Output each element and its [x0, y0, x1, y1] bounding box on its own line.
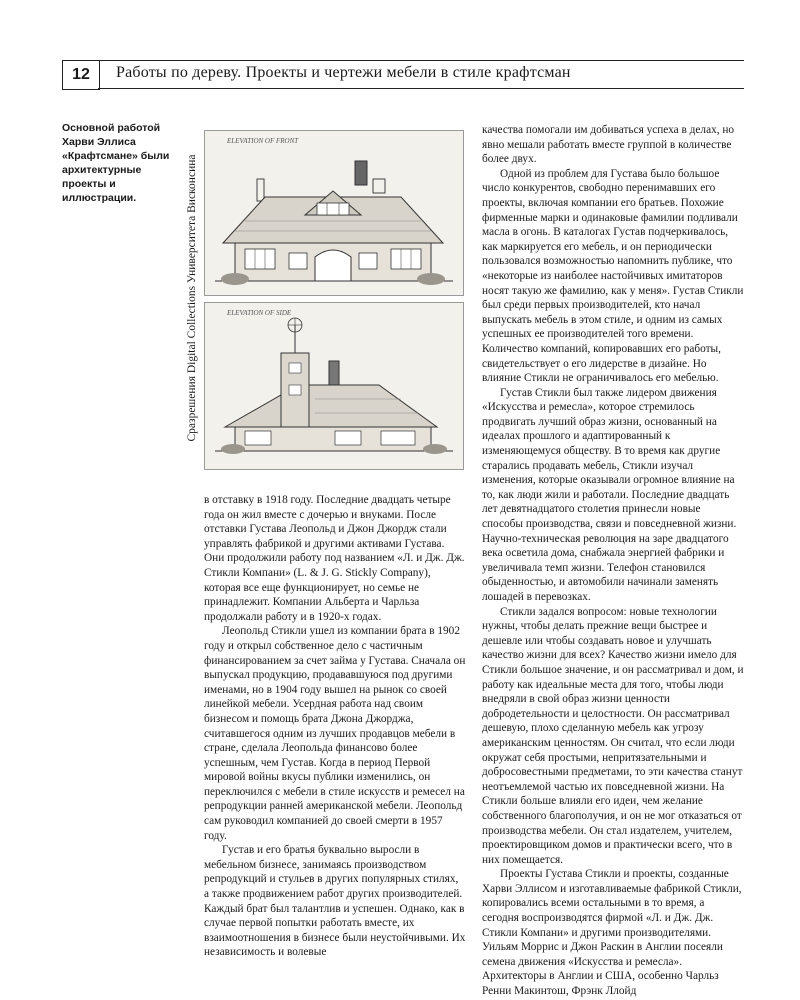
- side-chimney: [329, 361, 339, 387]
- right-paragraph-5: Проекты Густава Стикли и проекты, созданные Харви Эллисом и изготавливаемые фабрикой Стикли, копировались всеми остальными в то время, а сегодня воспроизводятся фирмой «Л. и Дж. Дж. Стикли Компани» и другими производителями. Уильям Моррис и Джон Раскин в Англии посеяли семена движения «Искусства и ремесла». Архитекторы в Англии и США, особенно Чарльз Ренни Макинтош, Фрэнк Ллойд: [482, 868, 742, 998]
- right-paragraph-2: Одной из проблем для Густава было большое число конкурентов, свободно перенимавших его проекты, включая компании его братьев. Похожие фирменные марки и одинаковые фамилии подливали масла в огонь. В каталогах Густав подчеркивалось, как маркируется его мебель, и он периодически пользовался возможностью напомнить публике, что «некоторые из наиболее настойчивых имитаторов носят такую же фамилию, как у меня». Густав Стикли был среди первых производителей, кто начал выпускать мебель в этом стиле, и одним из самых успешных ее производителей того времени. Количество компаний, копировавших его работы, свидетельствует о его лидерстве в дизайне. Но влияние Стикли не ограничивалось его мебелью.: [482, 167, 744, 385]
- front-door: [315, 250, 351, 281]
- left-paragraph-1: в отставку в 1918 году. Последние двадцать четыре года он жил вместе с дочерью и внуками. После отставки Густава Леопольд и Джон Джордж стали управлять фабрикой и другими активами Густава. Они продолжили работу под названием «Л. и Дж. Дж. Стикли Компани» (L. & J. G. Stickly Company), которая все еще функционирует, но семье не принадлежит. Компании Альберта и Чарльза продолжали работу и в 1920-х годах.: [204, 494, 465, 623]
- figure-caption: Основной работой Харви Эллиса «Крафтсмане» были архитектурные проекты и иллюстрации.: [62, 122, 170, 204]
- side-roof: [309, 385, 437, 427]
- chimney-left: [257, 179, 264, 201]
- page-number: 12: [62, 60, 100, 90]
- photo-credit: [184, 130, 200, 466]
- left-paragraph-3: Густав и его братья буквально выросли в мебельном бизнесе, занимаясь производством репродукций и стульев в других популярных стилях, а также продвижением работ других производителей. Каждый брат был талантлив и успешен. Однако, как в случае первой попытки работать вместе, их взаимоотношения в бизнесе были неустойчивыми. Их независимость и волевые: [204, 844, 466, 959]
- right-paragraph-4: Стикли задался вопросом: новые технологии нужны, чтобы делать прежние вещи быстрее и дешевле или чтобы создавать новое и улучшать качество жизни для всех? Качество жизни имело для Стикли большое значение, и он рассматривал и дом, и работу как идеальные места для того, чтобы люди внедряли в свой образ жизни ценности добродетельности и целостности. Он рассматривал дешевую, плохо сделанную мебель как угрозу американским ценностям. Он считал, что если люди окружат себя простыми, непритязательными и добросовестными предметами, то эти качества станут неотъемлемой частью их повседневной жизни. На Стикли больше влияли его идеи, чем желание собственного благополучия, и он не мог отказаться от производства мебели. Он стал издателем, учителем, проектировщиком домов и практически всего, что в них помещается.: [482, 605, 744, 866]
- side-elevation-label: ELEVATION OF SIDE: [227, 309, 292, 317]
- header-rule: [98, 88, 744, 89]
- header-top-rule: [98, 60, 744, 61]
- chimney-right: [373, 179, 385, 193]
- running-header-title: Работы по дереву. Проекты и чертежи мебели в стиле крафтсман: [116, 64, 571, 81]
- chimney-center: [355, 161, 367, 185]
- front-elevation-label: ELEVATION OF FRONT: [227, 137, 299, 145]
- left-paragraph-2: Леопольд Стикли ушел из компании брата в 1902 году и открыл собственное дело с частичным финансированием за счет займа у Густава. Сначала он выпускал продукцию, продававшуюся под другими именами, но в 1904 году вышел на рынок со своей линейкой мебели. Усердная работа над своим бизнесом и помощь брата Джона Джорджа, считавшегося одним из лучших продавцов мебели в стране, сделала Леопольда финансово более успешным, чем Густав. Когда в период Первой мировой войны вкусы публики изменились, он переключился с мебели в стиле искусств и ремесел на репродукции ранней американской мебели. Леопольд сам руководил компанией до своей смерти в 1957 году.: [204, 625, 466, 842]
- right-paragraph-3: Густав Стикли был также лидером движения «Искусства и ремесла», которое стремилось продвигать лучший образ жизни, основанный на идеалах прошлого и адаптированный к изменяющемуся обществу. В то время как другие старались продавать мебель, Стикли изучал изменения, которые оказывали огромное влияние на то, как люди жили и работали. Последние двадцать лет девятнадцатого столетия принесли новые способы производства, связи и повседневной жизни. Научно-техническая революция на заре двадцатого века осветила дома, снабжала энергией фабрики и увеличивала темп жизни. Телефон становился обыденностью, и автомобили начинали заменять лошадей в перевозках.: [482, 386, 737, 603]
- side-elevation-svg: [205, 303, 463, 469]
- left-text-column: [204, 493, 466, 960]
- photo-credit-text: Сразрешения Digital Collections Университета Висконсина: [186, 154, 198, 442]
- front-elevation-svg: [205, 131, 463, 295]
- front-elevation-drawing: [204, 130, 464, 296]
- right-text-column: [482, 123, 744, 999]
- side-elevation-drawing: [204, 302, 464, 470]
- right-paragraph-1: качества помогали им добиваться успеха в делах, но явно мешали работать вместе группой в количестве более двух.: [482, 124, 735, 166]
